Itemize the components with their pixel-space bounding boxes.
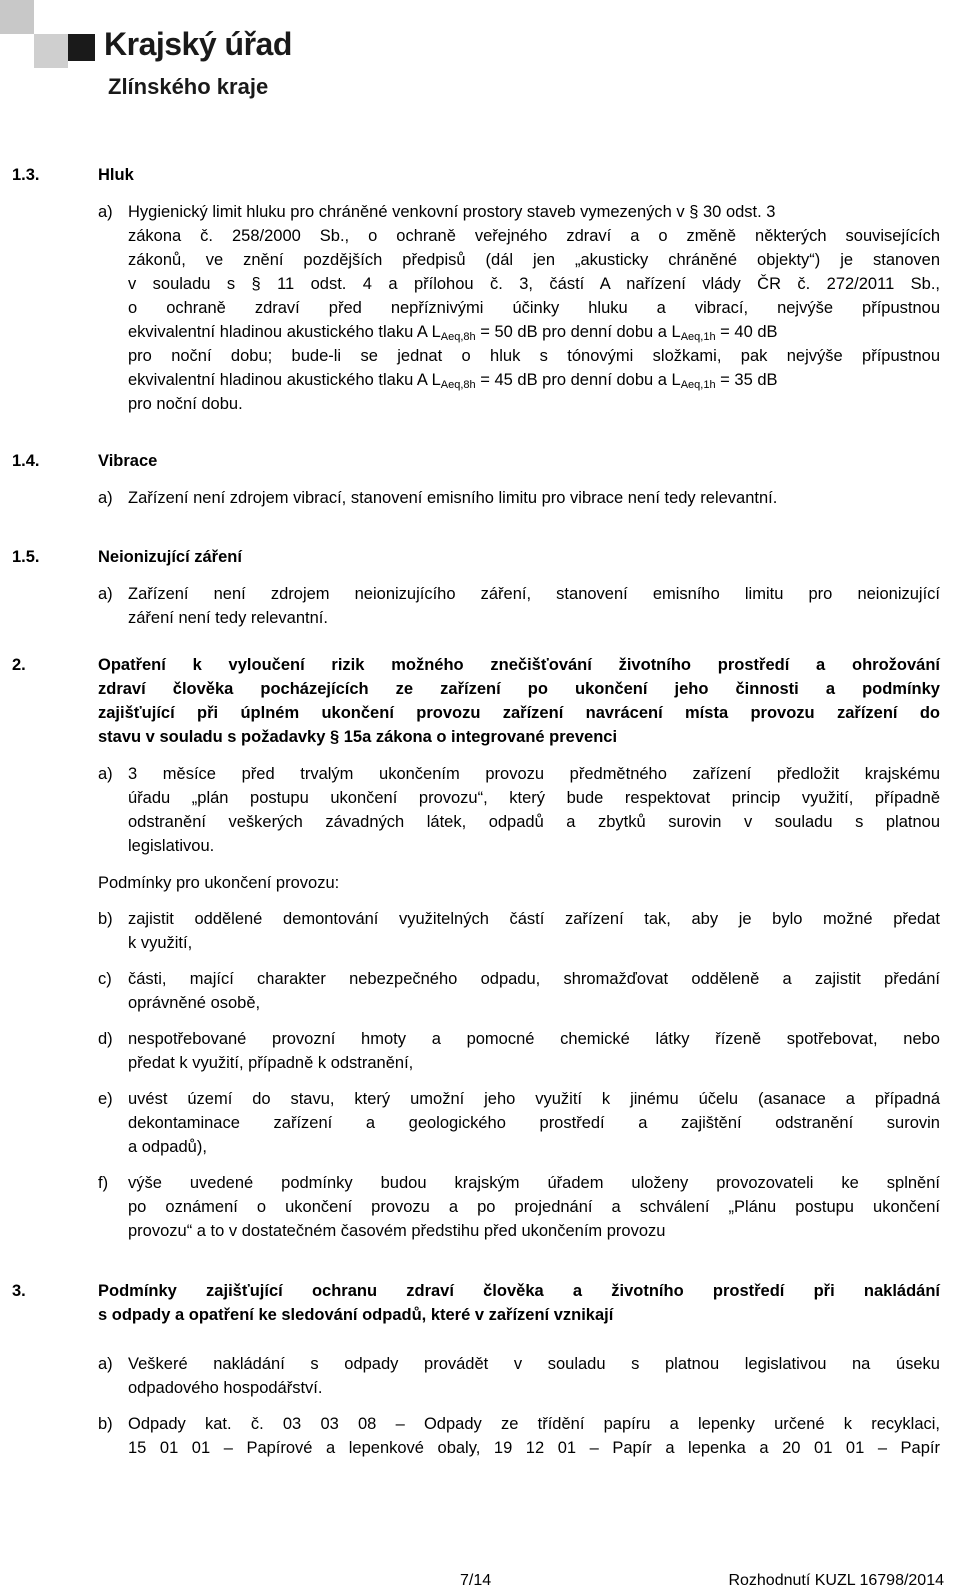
section-2-title-line-2: zdraví člověka pocházejících ze zařízení po ukončení jeho činnosti a podmínky: [98, 680, 940, 698]
hluk-line-4: v souladu s § 11 odst. 4 a přílohou č. 3, částí A nařízení vlády ČR č. 272/2011 Sb.,: [128, 275, 940, 293]
subscript: Aeq,8h: [440, 379, 476, 391]
item-label: f): [98, 1174, 109, 1192]
text: = 35 dB: [715, 371, 778, 389]
section-1-5-title: Neionizující záření: [98, 548, 242, 566]
section-2-number: 2.: [12, 656, 26, 674]
zareni-line-2: záření není tedy relevantní.: [128, 609, 328, 627]
logo-name: Krajský úřad: [104, 26, 292, 62]
s2c-line-2: oprávněné osobě,: [128, 994, 261, 1012]
s2d-line-1: nespotřebované provozní hmoty a pomocné chemické látky řízeně spotřebovat, nebo: [128, 1030, 940, 1048]
section-2-title-line-4: stavu v souladu s požadavky § 15a zákona o integrované prevenci: [98, 728, 618, 746]
item-label: a): [98, 1355, 113, 1373]
text: ekvivalentní hladinou akustického tlaku A L: [128, 371, 441, 389]
page-number: 7/14: [460, 1572, 492, 1589]
s3a-line-1: Veškeré nakládání s odpady provádět v souladu s platnou legislativou na úseku: [128, 1355, 940, 1373]
logo-square-mid: [34, 34, 68, 68]
text: = 40 dB: [715, 323, 778, 341]
section-1-3-number: 1.3.: [12, 166, 40, 184]
item-label: a): [98, 765, 113, 783]
hluk-line-5: o ochraně zdraví před nepříznivými účinky hluku a vibrací, nejvýše přípustnou: [128, 299, 940, 317]
section-3-number: 3.: [12, 1282, 26, 1300]
s2f-line-2: po oznámení o ukončení provozu a po projednání a schválení „Plánu postupu ukončení: [128, 1198, 940, 1216]
logo: [0, 0, 320, 110]
section-2-title-line-1: Opatření k vyloučení rizik možného znečišťování životního prostředí a ohrožování: [98, 656, 940, 674]
s3b-line-2: 15 01 01 – Papírové a lepenkové obaly, 19 12 01 – Papír a lepenka a 20 01 01 – Papír: [128, 1439, 940, 1457]
hluk-line-8: [128, 371, 778, 390]
s2e-line-1: uvést území do stavu, který umožní jeho využití k jinému účelu (asanace a případná: [128, 1090, 940, 1108]
item-label: b): [98, 910, 113, 928]
s2d-line-2: předat k využití, případně k odstranění,: [128, 1054, 414, 1072]
hluk-line-6: [128, 323, 778, 342]
item-label: c): [98, 970, 112, 988]
text: = 50 dB pro denní dobu a L: [475, 323, 681, 341]
section-1-4-number: 1.4.: [12, 452, 40, 470]
s2e-line-2: dekontaminace zařízení a geologického prostředí a zajištění odstranění surovin: [128, 1114, 940, 1132]
zareni-line-1: Zařízení není zdrojem neionizujícího záření, stanovení emisního limitu pro neionizující: [128, 585, 940, 603]
document-reference: Rozhodnutí KUZL 16798/2014: [728, 1572, 944, 1589]
s2a-line-4: legislativou.: [128, 837, 215, 855]
subscript: Aeq,8h: [440, 331, 476, 343]
s2a-line-1: 3 měsíce před trvalým ukončením provozu předmětného zařízení předložit krajskému: [128, 765, 940, 783]
conditions-heading: Podmínky pro ukončení provozu:: [98, 874, 340, 892]
logo-subtitle: Zlínského kraje: [108, 74, 269, 99]
s3a-line-2: odpadového hospodářství.: [128, 1379, 323, 1397]
section-1-5-number: 1.5.: [12, 548, 40, 566]
text: = 45 dB pro denní dobu a L: [475, 371, 681, 389]
item-label: b): [98, 1415, 113, 1433]
section-3-title-line-1: Podmínky zajišťující ochranu zdraví člověka a životního prostředí při nakládání: [98, 1282, 940, 1300]
item-label: a): [98, 585, 113, 603]
subscript: Aeq,1h: [680, 379, 716, 391]
s2f-line-1: výše uvedené podmínky budou krajským úřadem uloženy provozovateli ke splnění: [128, 1174, 940, 1192]
item-label: e): [98, 1090, 113, 1108]
item-label: a): [98, 203, 113, 221]
logo-square-dark: [68, 34, 95, 61]
s2c-line-1: části, mající charakter nebezpečného odpadu, shromažďovat odděleně a zajistit předání: [128, 970, 940, 988]
vibrace-text: Zařízení není zdrojem vibrací, stanovení emisního limitu pro vibrace není tedy relevantní.: [128, 489, 778, 507]
hluk-line-3: zákonů, ve znění pozdějších předpisů (dál jen „akusticky chráněné objekty“) je stanoven: [128, 251, 940, 269]
hluk-line-2: zákona č. 258/2000 Sb., o ochraně veřejného zdraví a o změně některých souvisejících: [128, 227, 940, 245]
item-label: d): [98, 1030, 113, 1048]
hluk-line-7: pro noční dobu; bude-li se jednat o hluk s tónovými složkami, pak nejvýše přípustnou: [128, 347, 940, 365]
s2a-line-3: odstranění veškerých závadných látek, odpadů a zbytků surovin v souladu s platnou: [128, 813, 940, 831]
section-2-title-line-3: zajišťující při úplném ukončení provozu zařízení navrácení místa provozu zařízení do: [98, 704, 940, 722]
text: ekvivalentní hladinou akustického tlaku A L: [128, 323, 441, 341]
s2e-line-3: a odpadů),: [128, 1138, 207, 1156]
s2b-line-1: zajistit oddělené demontování využitelných částí zařízení tak, aby je bylo možné předat: [128, 910, 940, 928]
hluk-line-1: Hygienický limit hluku pro chráněné venkovní prostory staveb vymezených v § 30 odst. 3: [128, 203, 776, 221]
logo-square-light: [0, 0, 34, 34]
hluk-line-9: pro noční dobu.: [128, 395, 243, 413]
s2b-line-2: k využití,: [128, 934, 193, 952]
section-1-3-title: Hluk: [98, 166, 134, 184]
s3b-line-1: Odpady kat. č. 03 03 08 – Odpady ze třídění papíru a lepenky určené k recyklaci,: [128, 1415, 940, 1433]
section-1-4-title: Vibrace: [98, 452, 158, 470]
s2f-line-3: provozu“ a to v dostatečném časovém předstihu před ukončením provozu: [128, 1222, 666, 1240]
subscript: Aeq,1h: [680, 331, 716, 343]
item-label: a): [98, 489, 113, 507]
section-3-title-line-2: s odpady a opatření ke sledování odpadů, které v zařízení vznikají: [98, 1306, 614, 1324]
s2a-line-2: úřadu „plán postupu ukončení provozu“, který bude respektovat princip využití, případně: [128, 789, 940, 807]
